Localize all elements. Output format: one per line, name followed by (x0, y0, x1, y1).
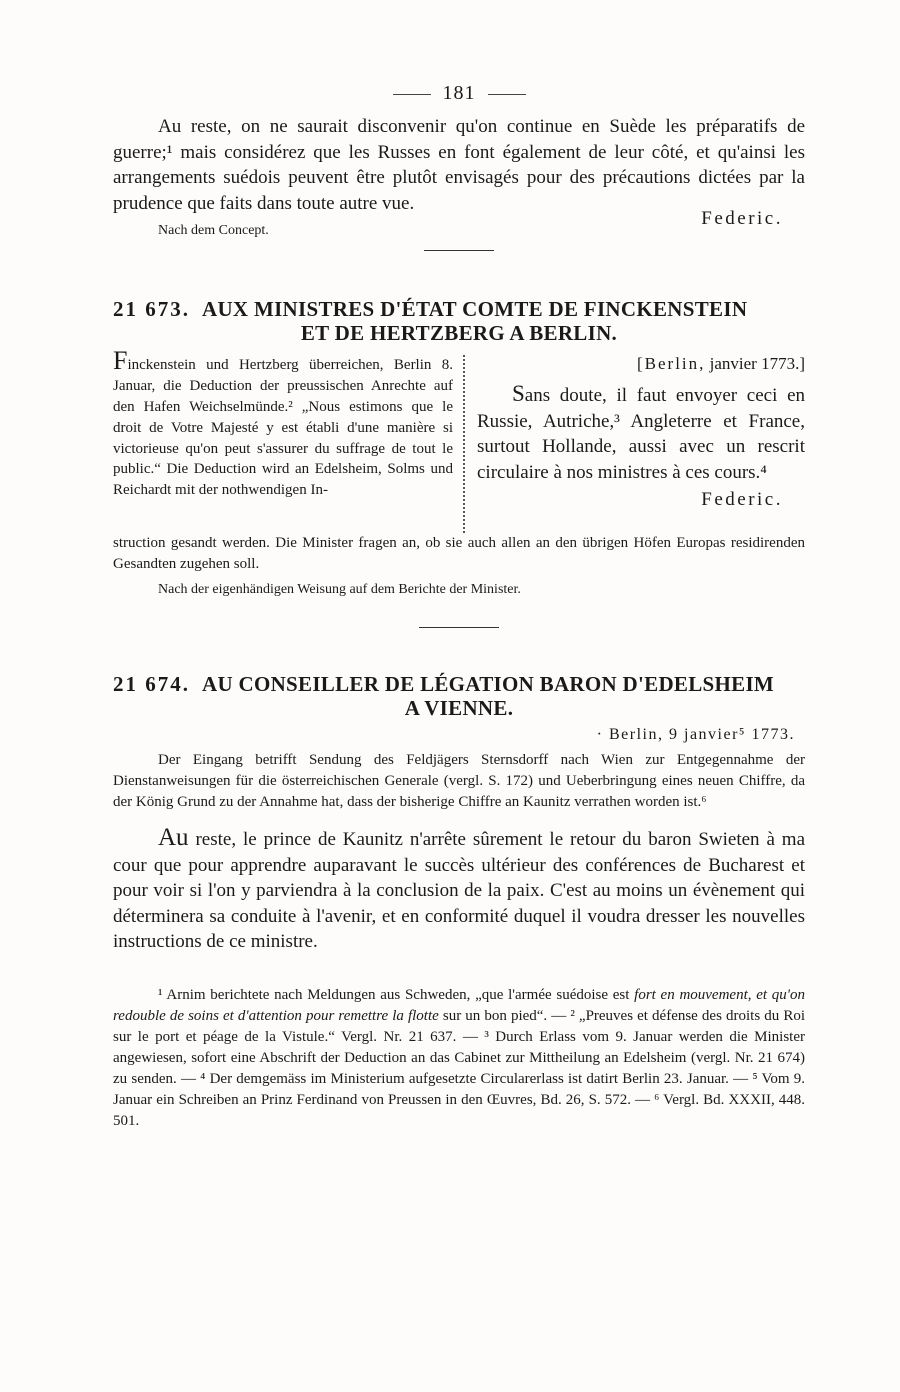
letter-21673-continuation: struction gesandt werden. Die Minister fragen an, ob sie auch allen an den übrigen Höfen Europas residirenden Gesandten zugehen soll. (113, 535, 805, 573)
right-column (477, 351, 805, 513)
letter-21673-columns (113, 346, 805, 533)
section1-footer (113, 208, 805, 240)
fn1-start: ¹ Arnim berichtete nach Meldungen aus Schweden, „que l'armée suédoise est (158, 986, 635, 1003)
main-initial: Au (158, 823, 189, 851)
letter-21673-dateline (477, 351, 805, 377)
letter-21673-number: 21 673. (113, 297, 190, 322)
footnotes (113, 985, 805, 1132)
letter-21673-heading-line1: AUX MINISTRES D'ÉTAT COMTE DE FINCKENSTEIN (202, 297, 748, 322)
left-initial: F (113, 346, 128, 376)
left-column (113, 346, 453, 501)
letter-21673-heading-line2: ET DE HERTZBERG A BERLIN. (300, 321, 618, 346)
dateline-place: [Berlin, (636, 354, 706, 374)
column-divider (463, 355, 465, 533)
letter-21673-source: Nach der eigenhändigen Weisung auf dem Berichte der Minister. (158, 581, 521, 597)
letter-21674-dateline: · Berlin, 9 janvier⁵ 1773. (596, 725, 795, 743)
letter-21674-heading (113, 672, 805, 720)
right-text: ans doute, il faut envoyer ceci en Russie, Autriche,³ Angleterre et France, surtout Hollande, aussi avec un rescrit circulaire à nos ministres à ces cours.⁴ (477, 384, 805, 483)
right-text-block (477, 381, 805, 485)
letter-21673-heading (113, 297, 805, 345)
letter-21674-summary: Der Eingang betrifft Sendung des Feldjägers Sternsdorff nach Wien zur Entgegennahme der Dienstanweisungen für die österreichischen Generale (vergl. S. 172) und Ueberbringung eines neuen Chiffre, da der König Grund zu der Annahme hat, dass der bisherige Chiffre an Kaunitz verrathen worden ist.⁶ (113, 751, 805, 810)
fn1-italic: fort en mouvement, et qu'on redouble de soins et d'attention pour remettre la flotte (113, 986, 805, 1024)
dateline-date: janvier 1773.] (709, 354, 805, 374)
page (113, 82, 805, 1132)
section1-source: Nach dem Concept. (158, 223, 269, 239)
rule-1 (424, 250, 494, 251)
main-text: reste, le prince de Kaunitz n'arrête sûrement le retour du baron Swieten à ma cour que pour apprendre auparavant le succès ultérieur des conférences de Bucharest et pour voir si l'on y parviendra à la conclusion de la paix. C'est au moins un évènement qui déterminera sa conduite à l'avenir, et en conformité duquel il voudra dresser les nouvelles instructions de ce ministre. (113, 828, 805, 953)
dash-left (393, 94, 431, 95)
page-number-row (113, 82, 805, 114)
fn-rest: sur un bon pied“. — ² „Preuves et défense des droits du Roi sur le port et péage de la Vistule.“ Vergl. Nr. 21 637. — ³ Durch Erlass vom 9. Januar werden die Minister angewiesen, sofort eine Abschrift der Deduction an das Cabinet zur Mittheilung an Edelsheim (vergl. Nr. 21 674) zu senden. — ⁴ Der demgemäss im Ministerium aufgesetzte Circularerlass ist datirt Berlin 23. Januar. — ⁵ Vom 9. Januar ein Schreiben an Prinz Ferdinand von Preussen in den Œuvres, Bd. 26, S. 572. — ⁶ Vergl. Bd. XXXII, 448. 501. (113, 1007, 805, 1129)
left-text: inckenstein und Hertzberg überreichen, Berlin 8. Januar, die Deduction der preussischen Anrechte auf den Hafen Weichselmünde.² „Nous estimons que le droit de Votre Majesté y est établi d'une manière si victorieuse qu'on peut s'assurer du suffrage de tout le public.“ Die Deduction wird an Edelsheim, Solms und Reichardt mit der nothwendigen In- (113, 357, 453, 499)
dash-right (488, 94, 526, 95)
page-number: 181 (442, 82, 476, 104)
rule-2 (419, 627, 499, 628)
section1-signature: Federic. (701, 208, 783, 230)
letter-21674-main (113, 825, 805, 955)
letter-21674-heading-line1: AU CONSEILLER DE LÉGATION BARON D'EDELSHEIM (202, 671, 775, 696)
right-initial: S (512, 380, 525, 406)
letter-21674-number: 21 674. (113, 671, 190, 696)
letter-21673-signature: Federic. (701, 489, 783, 511)
letter-21674-heading-line2: A VIENNE. (404, 695, 514, 720)
section1-text: Au reste, on ne saurait disconvenir qu'on continue en Suède les préparatifs de guerre;¹ mais considérez que les Russes en font également de leur côté, et qu'ainsi les arrangements suédois peuvent être plutôt envisagés pour des précautions dictées par la prudence que faits dans toute autre vue. (113, 116, 805, 214)
